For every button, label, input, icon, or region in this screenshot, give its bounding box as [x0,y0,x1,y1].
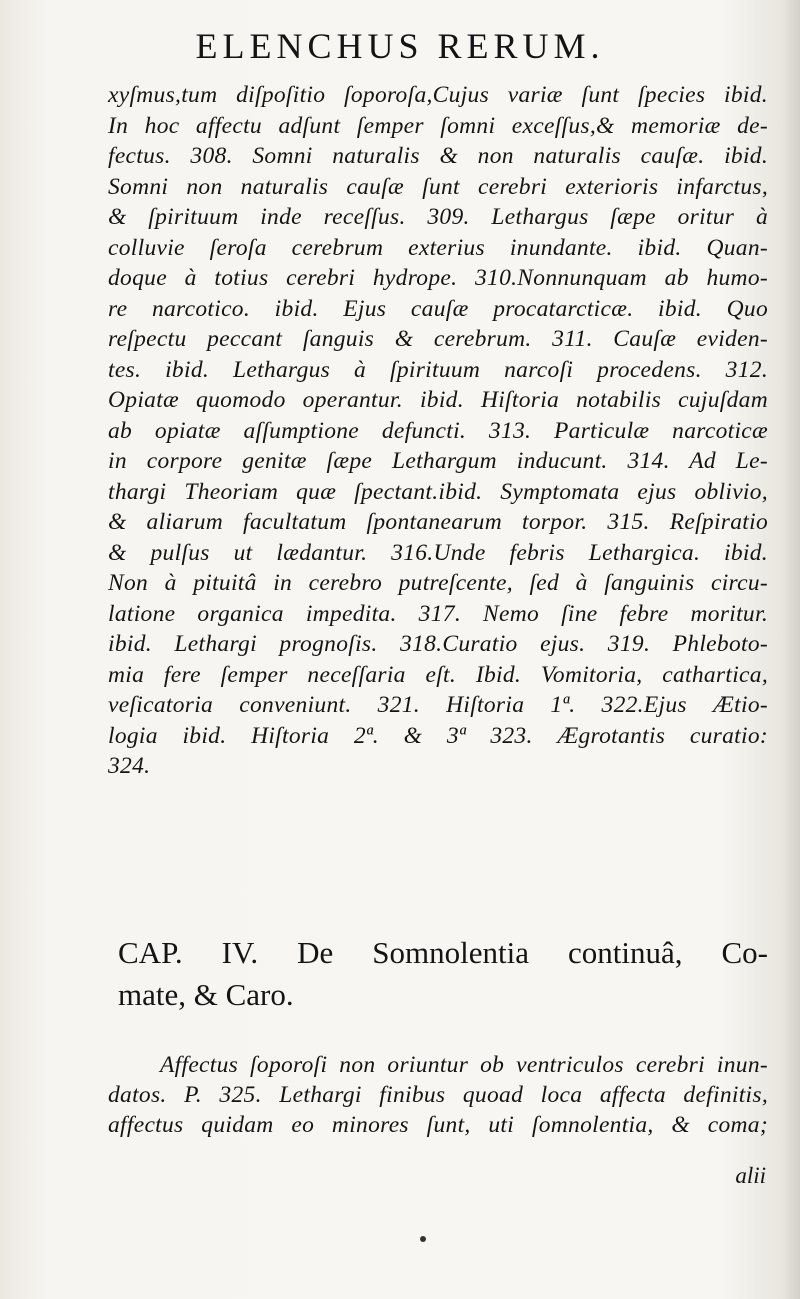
index-line: & ſpirituum inde receſſus. 309. Lethargus ſæpe oritur à [108,204,768,230]
index-line: veſicatoria conveniunt. 321. Hiſtoria 1ª. 322.Ejus Ætio- [108,692,768,718]
chapter-heading-line: CAP. IV. De Somnolentia continuâ, Co- [118,935,768,970]
index-line: ibid. Lethargi prognoſis. 318.Curatio ejus. 319. Phleboto- [108,631,768,657]
index-line: doque à totius cerebri hydrope. 310.Nonnunquam ab humo- [108,265,768,291]
index-line: thargi Theoriam quæ ſpectant.ibid. Symptomata ejus oblivio, [108,478,768,505]
ink-dot [420,1236,426,1242]
chapter-heading-line: mate, & Caro. [118,977,294,1012]
index-line: & pulſus ut lædantur. 316.Unde febris Lethargica. ibid. [108,539,768,566]
index-line: xyſmus,tum diſpoſitio ſoporoſa,Cujus variæ ſunt ſpecies ibid. [108,82,768,108]
index-line: tes. ibid. Lethargus à ſpirituum narcoſi procedens. 312. [108,356,768,383]
chapter-entries [108,1050,768,1140]
index-line: Opiatæ quomodo operantur. ibid. Hiſtoria notabilis cujuſdam [108,387,768,413]
chapter-line: affectus quidam eo minores ſunt, uti ſomnolentia, & coma; [108,1112,768,1138]
chapter-heading [118,932,768,1016]
index-line: In hoc affectu adſunt ſemper ſomni exceſſus,& memoriæ de- [108,112,768,139]
chapter-line: datos. P. 325. Lethargi finibus quoad loca affecta definitis, [108,1082,768,1108]
chapter-line: Affectus ſoporoſi non oriuntur ob ventriculos cerebri inun- [160,1052,768,1078]
index-line: re narcotico. ibid. Ejus cauſæ procatarcticæ. ibid. Quo [108,295,768,322]
index-line: mia fere ſemper neceſſaria eſt. Ibid. Vomitoria, cathartica, [108,661,768,688]
index-line: reſpectu peccant ſanguis & cerebrum. 311. Cauſæ eviden- [108,326,768,352]
index-line: in corpore genitæ ſæpe Lethargum inducunt. 314. Ad Le- [108,448,768,474]
index-line: ab opiatæ aſſumptione defuncti. 313. Particulæ narcoticæ [108,417,768,444]
index-line: Non à pituitâ in cerebro putreſcente, ſed à ſanguinis circu- [108,570,768,596]
index-line: latione organica impedita. 317. Nemo ſine febre moritur. [108,600,768,627]
page-edge-shadow [782,0,800,1299]
index-line: & aliarum facultatum ſpontanearum torpor. 315. Reſpiratio [108,509,768,535]
index-line: Somni non naturalis cauſæ ſunt cerebri exterioris infarctus, [108,173,768,200]
index-line: logia ibid. Hiſtoria 2ª. & 3ª 323. Ægrotantis curatio: [108,722,768,749]
catchword: alii [735,1163,766,1188]
index-line: fectus. 308. Somni naturalis & non naturalis cauſæ. ibid. [108,143,768,169]
index-entries [108,80,768,782]
index-line: colluvie ſeroſa cerebrum exterius inundante. ibid. Quan- [108,234,768,261]
index-line-last: 324. [108,753,151,779]
running-head: ELENCHUS RERUM. [195,26,605,66]
